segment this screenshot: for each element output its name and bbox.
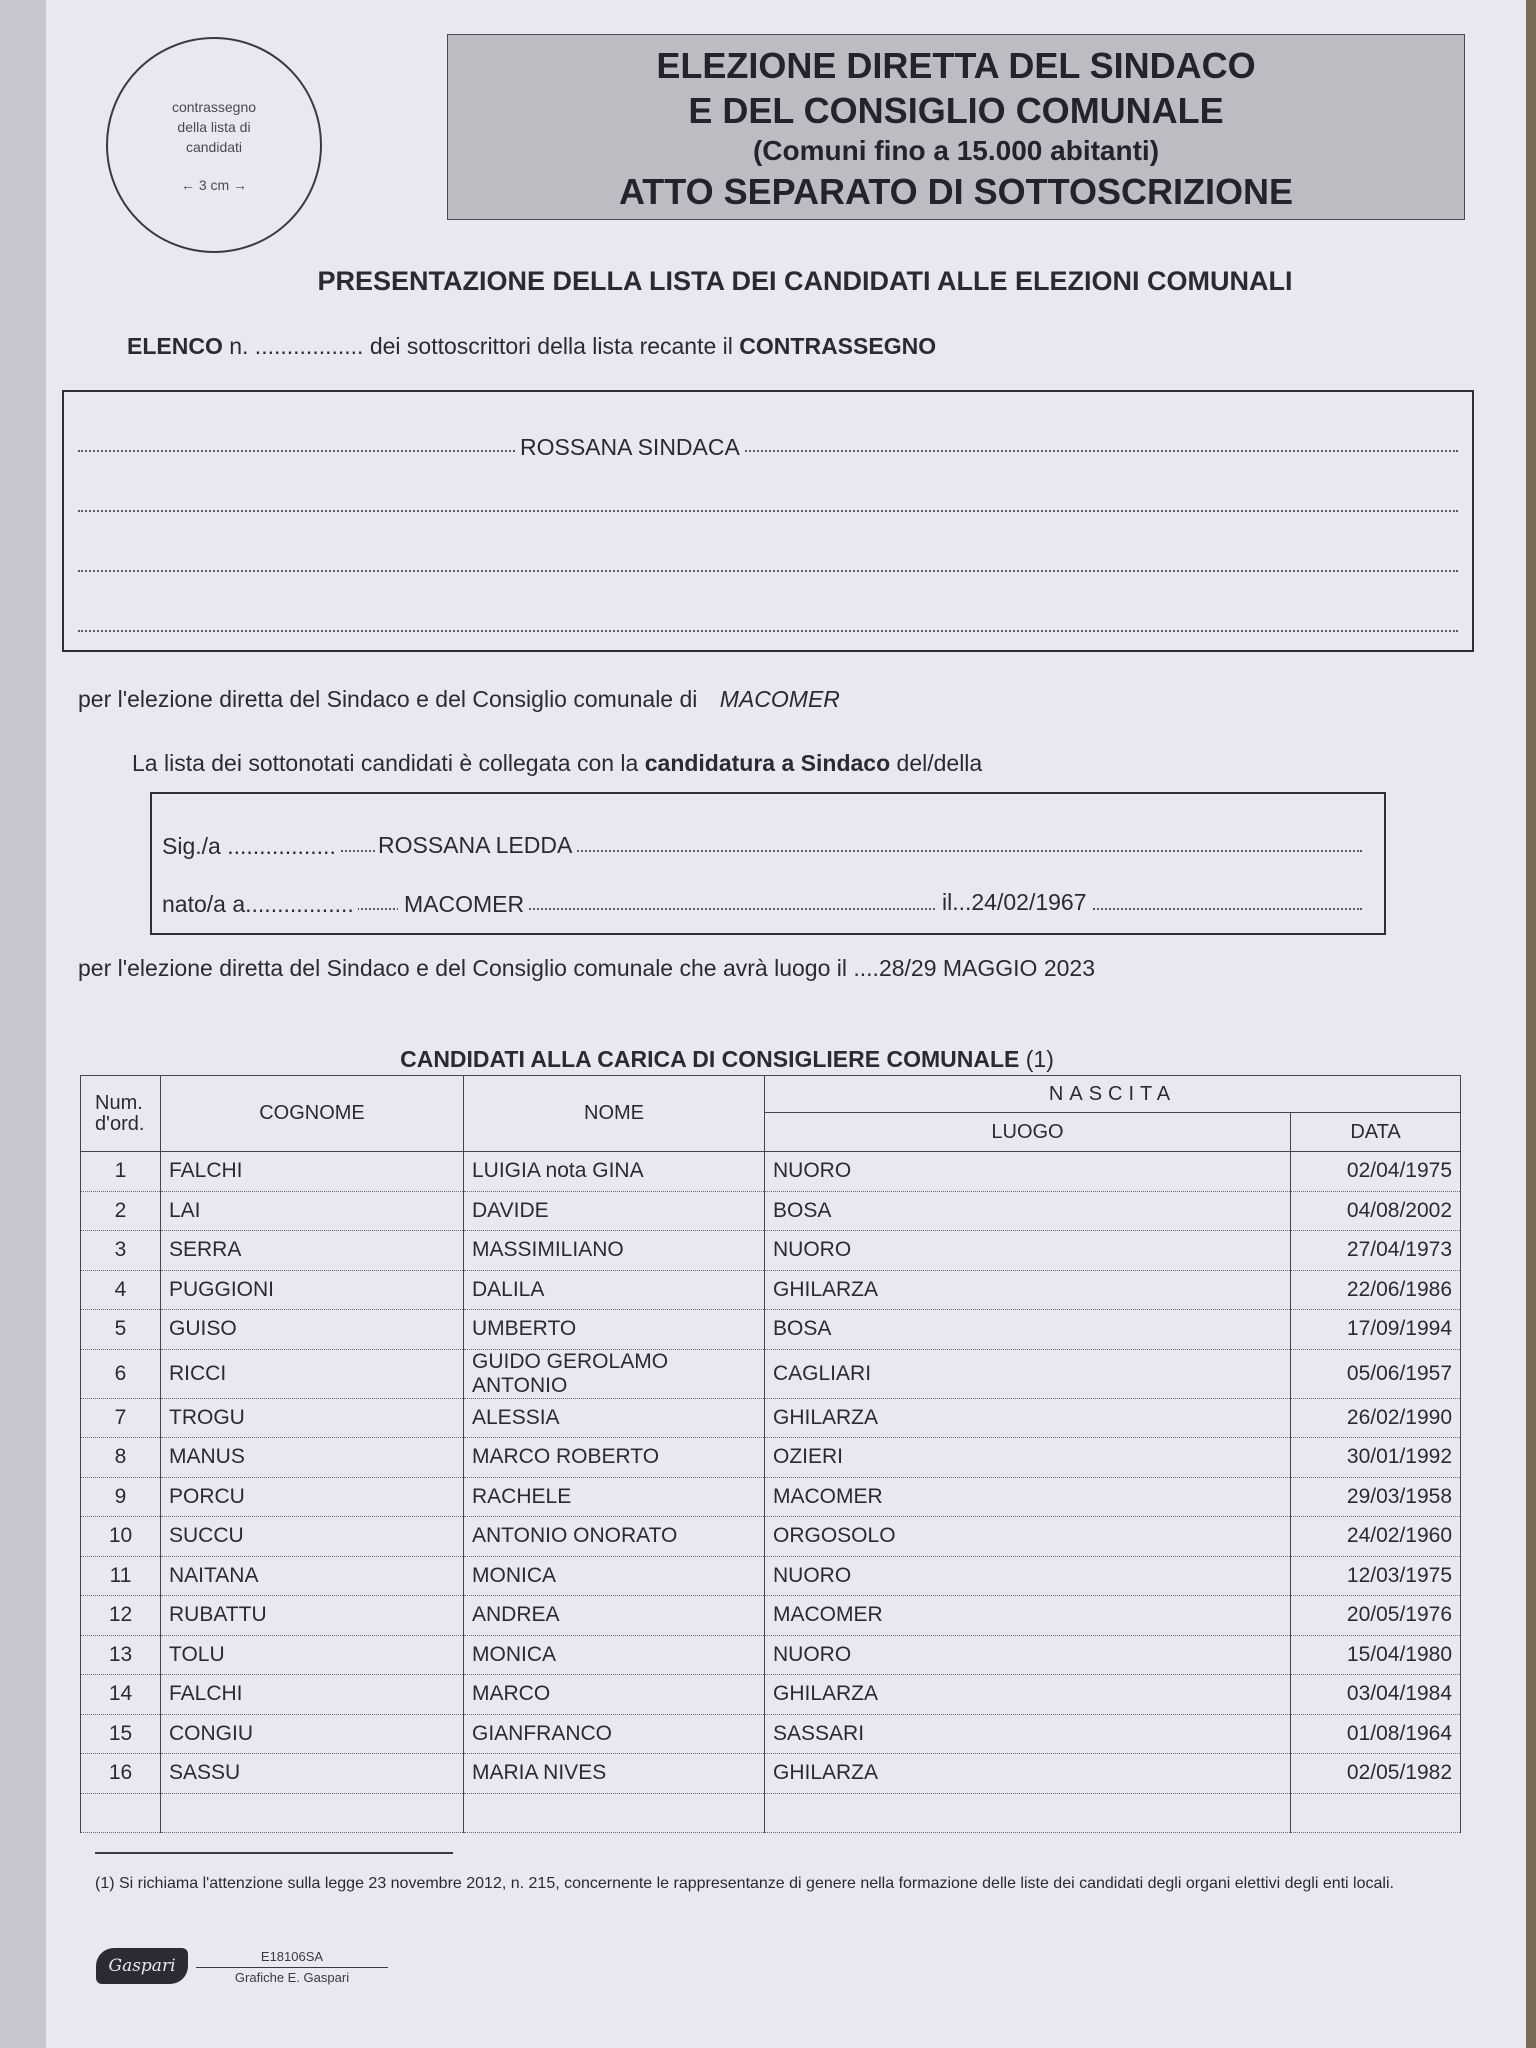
table-row: [81, 1556, 1461, 1596]
cell-num: 13: [81, 1635, 161, 1675]
seal-text: della lista di: [177, 119, 251, 135]
contrassegno-circle: [106, 37, 322, 253]
footnote: (1) Si richiama l'attenzione sulla legge 23 novembre 2012, n. 215, concernente le rappresentanze di genere nella formazione delle liste dei candidati degli organi elettivi degli enti locali.: [95, 1875, 1394, 1892]
table-row: [81, 1231, 1461, 1271]
page-subtitle: PRESENTAZIONE DELLA LISTA DEI CANDIDATI ALLE ELEZIONI COMUNALI: [317, 266, 1293, 296]
table-row: [81, 1793, 1461, 1833]
table-row: [81, 1349, 1461, 1398]
cell-num: [81, 1793, 161, 1833]
seal-text: contrassegno: [171, 99, 257, 115]
elenco-number: n. .................: [229, 333, 364, 359]
cell-nome: ANDREA: [464, 1596, 765, 1636]
cell-data: 26/02/1990: [1291, 1398, 1461, 1438]
cell-num: 12: [81, 1596, 161, 1636]
seal-text: candidati: [185, 139, 243, 155]
cell-nome: MARIA NIVES: [464, 1754, 765, 1794]
cell-cognome: FALCHI: [161, 1152, 464, 1192]
dotted-line: [78, 510, 1458, 512]
cell-num: 6: [81, 1349, 161, 1398]
cell-num: 3: [81, 1231, 161, 1271]
header-num: Num. d'ord.: [81, 1076, 161, 1152]
printer-divider: [196, 1967, 388, 1968]
collegata-text: La lista dei sottonotati candidati è collegata con la: [132, 750, 639, 776]
nato-data: 24/02/1967: [971, 889, 1087, 915]
candidati-title-note: (1): [1025, 1046, 1054, 1072]
comune-line: [78, 686, 840, 713]
candidati-title: [0, 1046, 1454, 1073]
page-background-left: [0, 0, 48, 2048]
cell-nome: LUIGIA nota GINA: [464, 1152, 765, 1192]
header-nascita: NASCITA: [765, 1076, 1461, 1113]
nato-luogo: MACOMER: [398, 891, 528, 918]
elenco-text: dei sottoscrittori della lista recante il: [369, 333, 733, 359]
cell-num: 16: [81, 1754, 161, 1794]
data-elezione-value: 28/29 MAGGIO 2023: [878, 955, 1096, 981]
collegata-bold: candidatura a Sindaco: [644, 750, 891, 776]
candidati-table: [80, 1075, 1461, 1833]
dotted-line: [162, 850, 1362, 852]
table-row: [81, 1438, 1461, 1478]
il-label: il...: [942, 889, 972, 915]
cell-nome: DALILA: [464, 1270, 765, 1310]
contrassegno-value: ROSSANA SINDACA: [516, 434, 744, 461]
cell-luogo: GHILARZA: [765, 1270, 1291, 1310]
cell-nome: UMBERTO: [464, 1310, 765, 1350]
printer-code: E18106SA: [260, 1949, 324, 1964]
cell-data: 04/08/2002: [1291, 1191, 1461, 1231]
nato-il-label: [936, 889, 1091, 916]
cell-num: 2: [81, 1191, 161, 1231]
table-row: [81, 1675, 1461, 1715]
table-row: [81, 1310, 1461, 1350]
cell-luogo: BOSA: [765, 1310, 1291, 1350]
cell-num: 4: [81, 1270, 161, 1310]
cell-luogo: MACOMER: [765, 1596, 1291, 1636]
header-nome: NOME: [464, 1076, 765, 1152]
cell-num: 5: [81, 1310, 161, 1350]
cell-num: 15: [81, 1714, 161, 1754]
table-row: [81, 1270, 1461, 1310]
cell-luogo: GHILARZA: [765, 1675, 1291, 1715]
cell-cognome: PORCU: [161, 1477, 464, 1517]
sindaco-name: ROSSANA LEDDA: [376, 832, 576, 859]
cell-luogo: CAGLIARI: [765, 1349, 1291, 1398]
candidati-title-text: CANDIDATI ALLA CARICA DI CONSIGLIERE COMUNALE: [400, 1046, 1020, 1072]
dotted-line: [78, 570, 1458, 572]
comune-value: MACOMER: [719, 686, 840, 712]
dotted-line: [78, 630, 1458, 632]
cell-cognome: LAI: [161, 1191, 464, 1231]
data-elezione-line: [78, 955, 1095, 982]
cell-nome: MASSIMILIANO: [464, 1231, 765, 1271]
cell-luogo: MACOMER: [765, 1477, 1291, 1517]
cell-nome: ALESSIA: [464, 1398, 765, 1438]
header-title-box: [447, 34, 1465, 220]
cell-cognome: FALCHI: [161, 1675, 464, 1715]
cell-data: 24/02/1960: [1291, 1517, 1461, 1557]
collegata-text-end: del/della: [896, 750, 983, 776]
cell-data: 29/03/1958: [1291, 1477, 1461, 1517]
cell-data: 22/06/1986: [1291, 1270, 1461, 1310]
cell-luogo: ORGOSOLO: [765, 1517, 1291, 1557]
elenco-line: [127, 333, 936, 360]
cell-num: 1: [81, 1152, 161, 1192]
header-line: (Comuni fino a 15.000 abitanti): [752, 135, 1160, 166]
contrassegno-box: [62, 390, 1474, 652]
printer-info: [196, 1948, 388, 1987]
elenco-label: ELENCO: [127, 333, 223, 359]
table-row: [81, 1596, 1461, 1636]
cell-luogo: NUORO: [765, 1152, 1291, 1192]
header-line: ELEZIONE DIRETTA DEL SINDACO: [656, 45, 1256, 86]
cell-cognome: GUISO: [161, 1310, 464, 1350]
cell-data: 17/09/1994: [1291, 1310, 1461, 1350]
cell-cognome: SUCCU: [161, 1517, 464, 1557]
cell-data: 02/05/1982: [1291, 1754, 1461, 1794]
seal-size-label: ← 3 cm →: [180, 177, 248, 193]
cell-num: 9: [81, 1477, 161, 1517]
table-row: [81, 1191, 1461, 1231]
cell-nome: MONICA: [464, 1635, 765, 1675]
cell-luogo: BOSA: [765, 1191, 1291, 1231]
cell-nome: GIANFRANCO: [464, 1714, 765, 1754]
cell-data: 15/04/1980: [1291, 1635, 1461, 1675]
cell-data: 27/04/1973: [1291, 1231, 1461, 1271]
table-row: [81, 1635, 1461, 1675]
header-cognome: COGNOME: [161, 1076, 464, 1152]
contrassegno-label: CONTRASSEGNO: [739, 333, 937, 359]
cell-data: 30/01/1992: [1291, 1438, 1461, 1478]
cell-data: 05/06/1957: [1291, 1349, 1461, 1398]
table-row: [81, 1754, 1461, 1794]
cell-num: 10: [81, 1517, 161, 1557]
cell-nome: RACHELE: [464, 1477, 765, 1517]
cell-nome: MARCO ROBERTO: [464, 1438, 765, 1478]
cell-cognome: [161, 1793, 464, 1833]
table-row: [81, 1152, 1461, 1192]
cell-luogo: NUORO: [765, 1231, 1291, 1271]
cell-cognome: RICCI: [161, 1349, 464, 1398]
cell-cognome: CONGIU: [161, 1714, 464, 1754]
table-row: [81, 1714, 1461, 1754]
header-data: DATA: [1291, 1113, 1461, 1152]
cell-cognome: SERRA: [161, 1231, 464, 1271]
cell-data: 12/03/1975: [1291, 1556, 1461, 1596]
cell-data: 01/08/1964: [1291, 1714, 1461, 1754]
cell-cognome: SASSU: [161, 1754, 464, 1794]
cell-cognome: MANUS: [161, 1438, 464, 1478]
cell-nome: ANTONIO ONORATO: [464, 1517, 765, 1557]
table-row: [81, 1398, 1461, 1438]
header-luogo: LUOGO: [765, 1113, 1291, 1152]
cell-luogo: [765, 1793, 1291, 1833]
table-row: [81, 1477, 1461, 1517]
header-line: E DEL CONSIGLIO COMUNALE: [688, 90, 1224, 131]
cell-nome: MONICA: [464, 1556, 765, 1596]
cell-cognome: NAITANA: [161, 1556, 464, 1596]
cell-nome: GUIDO GEROLAMO ANTONIO: [464, 1349, 765, 1398]
dotted-line: [78, 450, 1458, 452]
cell-luogo: SASSARI: [765, 1714, 1291, 1754]
table-row: [81, 1517, 1461, 1557]
cell-cognome: PUGGIONI: [161, 1270, 464, 1310]
cell-num: 14: [81, 1675, 161, 1715]
cell-luogo: GHILARZA: [765, 1754, 1291, 1794]
cell-data: 20/05/1976: [1291, 1596, 1461, 1636]
cell-cognome: RUBATTU: [161, 1596, 464, 1636]
cell-cognome: TROGU: [161, 1398, 464, 1438]
printer-name: Grafiche E. Gaspari: [234, 1970, 350, 1985]
cell-nome: [464, 1793, 765, 1833]
printer-logo: [96, 1948, 188, 1984]
sig-label: Sig./a .................: [162, 833, 340, 860]
collegata-line: [132, 750, 982, 777]
cell-num: 11: [81, 1556, 161, 1596]
cell-num: 8: [81, 1438, 161, 1478]
cell-nome: MARCO: [464, 1675, 765, 1715]
cell-cognome: TOLU: [161, 1635, 464, 1675]
cell-luogo: NUORO: [765, 1635, 1291, 1675]
cell-data: 03/04/1984: [1291, 1675, 1461, 1715]
printer-logo-text: Gaspari: [108, 1956, 176, 1976]
candidati-rows: [81, 1152, 1461, 1833]
cell-data: 02/04/1975: [1291, 1152, 1461, 1192]
cell-luogo: NUORO: [765, 1556, 1291, 1596]
cell-luogo: GHILARZA: [765, 1398, 1291, 1438]
nato-label: nato/a a.................: [162, 891, 358, 918]
data-elezione-text: per l'elezione diretta del Sindaco e del Consiglio comunale che avrà luogo il ....: [78, 955, 879, 981]
cell-num: 7: [81, 1398, 161, 1438]
cell-luogo: OZIERI: [765, 1438, 1291, 1478]
cell-data: [1291, 1793, 1461, 1833]
comune-text: per l'elezione diretta del Sindaco e del Consiglio comunale di: [78, 686, 698, 712]
header-line: ATTO SEPARATO DI SOTTOSCRIZIONE: [618, 171, 1294, 212]
cell-nome: DAVIDE: [464, 1191, 765, 1231]
footnote-divider: [95, 1852, 453, 1854]
